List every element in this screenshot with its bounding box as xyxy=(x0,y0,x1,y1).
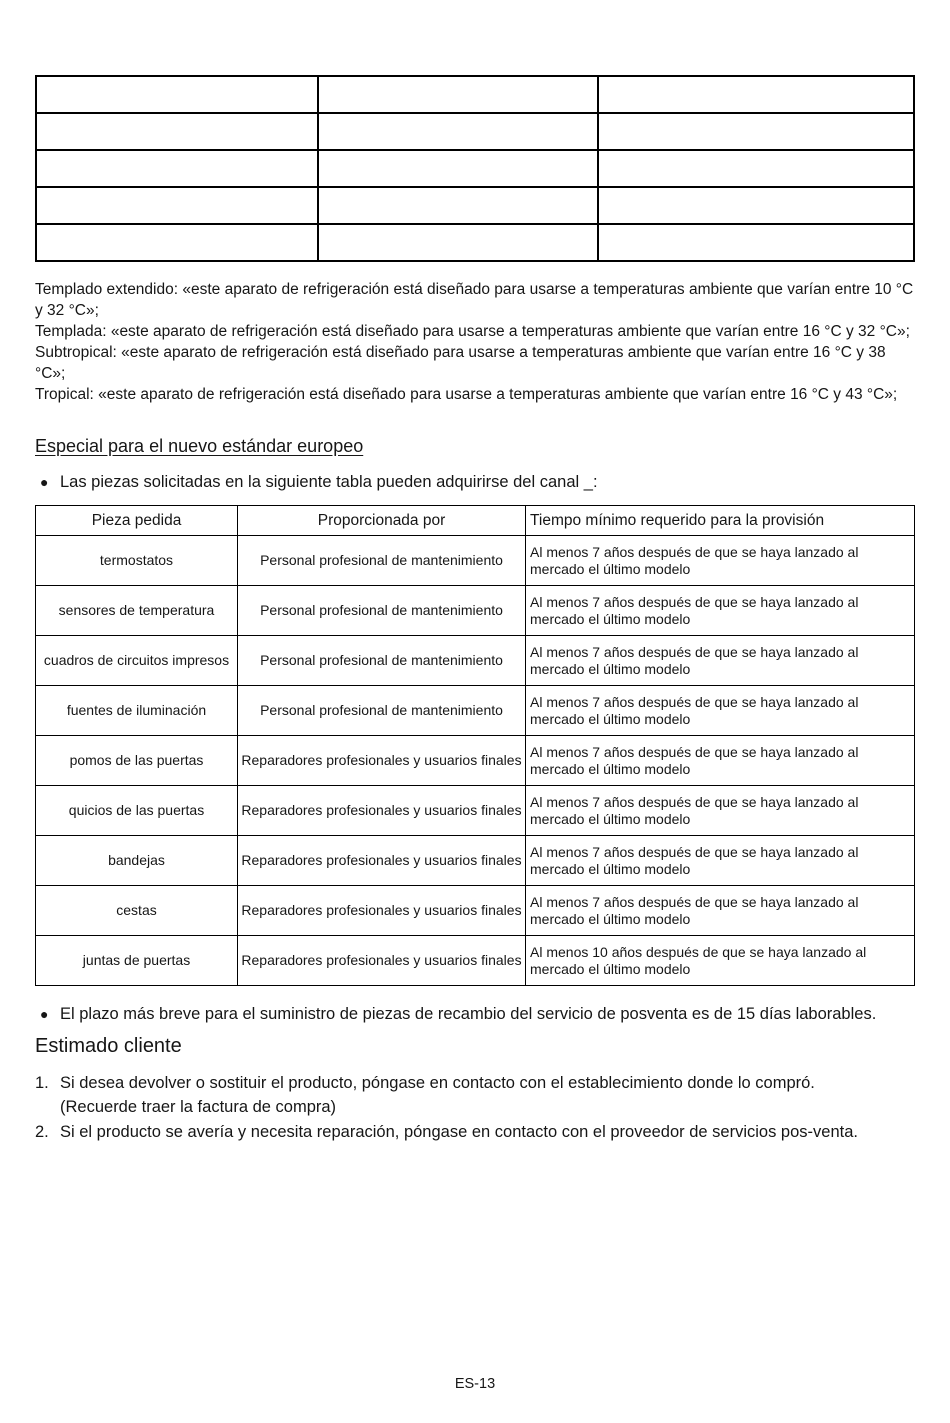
time-cell: Al menos 7 años después de que se haya lanzado al mercado el último modelo xyxy=(526,686,915,736)
climate-classes-paragraphs xyxy=(35,279,915,405)
list-item xyxy=(35,1121,915,1144)
time-cell: Al menos 7 años después de que se haya lanzado al mercado el último modelo xyxy=(526,836,915,886)
time-cell: Al menos 10 años después de que se haya lanzado al mercado el último modelo xyxy=(526,936,915,986)
empty-cell xyxy=(36,224,318,261)
after-table-bullet-line xyxy=(35,1003,915,1026)
table-row xyxy=(36,836,915,886)
part-cell: pomos de las puertas xyxy=(36,736,238,786)
list-item-body xyxy=(60,1121,915,1144)
table-row xyxy=(36,736,915,786)
section-heading-estimado-cliente: Estimado cliente xyxy=(35,1035,182,1057)
provider-cell: Personal profesional de mantenimiento xyxy=(238,586,526,636)
empty-cell xyxy=(318,187,598,224)
intro-bullet-line xyxy=(35,471,915,494)
list-item-note: (Recuerde traer la factura de compra) xyxy=(60,1098,337,1116)
empty-cell xyxy=(36,113,318,150)
time-cell: Al menos 7 años después de que se haya lanzado al mercado el último modelo xyxy=(526,736,915,786)
climate-paragraph-templado-extendido: Templado extendido: «este aparato de refrigeración está diseñado para usarse a temperaturas ambiente que varían entre 10 °C y 32 °C»; xyxy=(35,281,914,319)
climate-paragraph-templada: Templada: «este aparato de refrigeración está diseñado para usarse a temperaturas ambiente que varían entre 16 °C y 32 °C»; xyxy=(35,323,910,340)
empty-table-row xyxy=(36,76,914,113)
empty-cell xyxy=(36,150,318,187)
provider-cell: Personal profesional de mantenimiento xyxy=(238,536,526,586)
provider-cell: Personal profesional de mantenimiento xyxy=(238,686,526,736)
bullet-marker: ● xyxy=(40,474,49,490)
part-cell: juntas de puertas xyxy=(36,936,238,986)
table-row xyxy=(36,636,915,686)
intro-bullet-text: Las piezas solicitadas en la siguiente tabla pueden adquirirse del canal _: xyxy=(60,473,598,491)
table-row xyxy=(36,536,915,586)
table-row xyxy=(36,586,915,636)
parts-table xyxy=(35,505,915,986)
column-header-tiempo-minimo: Tiempo mínimo requerido para la provisión xyxy=(526,506,915,536)
empty-cell xyxy=(318,224,598,261)
column-header-pieza-pedida: Pieza pedida xyxy=(36,506,238,536)
time-cell: Al menos 7 años después de que se haya lanzado al mercado el último modelo xyxy=(526,586,915,636)
part-cell: sensores de temperatura xyxy=(36,586,238,636)
empty-cell xyxy=(598,150,914,187)
time-cell: Al menos 7 años después de que se haya lanzado al mercado el último modelo xyxy=(526,786,915,836)
after-table-bullet-text: El plazo más breve para el suministro de piezas de recambio del servicio de posventa es de 15 días laborables. xyxy=(60,1005,877,1023)
empty-cell xyxy=(318,150,598,187)
empty-cell xyxy=(598,113,914,150)
empty-cell xyxy=(36,76,318,113)
empty-table xyxy=(35,75,915,262)
customer-instructions-list xyxy=(35,1072,915,1144)
time-cell: Al menos 7 años después de que se haya lanzado al mercado el último modelo xyxy=(526,636,915,686)
list-item-body xyxy=(60,1072,915,1119)
list-item-number: 2. xyxy=(35,1123,49,1141)
provider-cell: Reparadores profesionales y usuarios finales xyxy=(238,936,526,986)
table-row xyxy=(36,886,915,936)
climate-paragraph-subtropical: Subtropical: «este aparato de refrigeración está diseñado para usarse a temperaturas ambiente que varían entre 16 °C y 38 °C»; xyxy=(35,344,886,382)
provider-cell: Reparadores profesionales y usuarios finales xyxy=(238,786,526,836)
column-header-proporcionada-por: Proporcionada por xyxy=(238,506,526,536)
bullet-marker: ● xyxy=(40,1006,49,1022)
parts-table-header-row xyxy=(36,506,915,536)
part-cell: fuentes de iluminación xyxy=(36,686,238,736)
table-row xyxy=(36,786,915,836)
part-cell: termostatos xyxy=(36,536,238,586)
time-cell: Al menos 7 años después de que se haya lanzado al mercado el último modelo xyxy=(526,536,915,586)
provider-cell: Reparadores profesionales y usuarios finales xyxy=(238,736,526,786)
empty-cell xyxy=(598,187,914,224)
page-number: ES-13 xyxy=(454,1376,496,1392)
climate-paragraph-tropical: Tropical: «este aparato de refrigeración está diseñado para usarse a temperaturas ambiente que varían entre 16 °C y 43 °C»; xyxy=(35,386,898,403)
empty-table-row xyxy=(36,224,914,261)
part-cell: cestas xyxy=(36,886,238,936)
empty-cell xyxy=(598,76,914,113)
part-cell: bandejas xyxy=(36,836,238,886)
empty-table-row xyxy=(36,150,914,187)
time-cell: Al menos 7 años después de que se haya lanzado al mercado el último modelo xyxy=(526,886,915,936)
list-item xyxy=(35,1072,915,1119)
table-row xyxy=(36,686,915,736)
provider-cell: Reparadores profesionales y usuarios finales xyxy=(238,886,526,936)
empty-cell xyxy=(318,76,598,113)
section-heading-european-standard: Especial para el nuevo estándar europeo xyxy=(35,436,364,456)
part-cell: quicios de las puertas xyxy=(36,786,238,836)
part-cell: cuadros de circuitos impresos xyxy=(36,636,238,686)
empty-cell xyxy=(598,224,914,261)
provider-cell: Personal profesional de mantenimiento xyxy=(238,636,526,686)
empty-cell xyxy=(318,113,598,150)
list-item-text: Si desea devolver o sostituir el producto, póngase en contacto con el establecimiento donde lo compró. xyxy=(60,1074,815,1092)
provider-cell: Reparadores profesionales y usuarios finales xyxy=(238,836,526,886)
empty-cell xyxy=(36,187,318,224)
empty-table-row xyxy=(36,113,914,150)
list-item-text: Si el producto se avería y necesita reparación, póngase en contacto con el proveedor de servicios pos-venta. xyxy=(60,1123,858,1141)
list-item-number: 1. xyxy=(35,1074,49,1092)
table-row xyxy=(36,936,915,986)
empty-table-row xyxy=(36,187,914,224)
